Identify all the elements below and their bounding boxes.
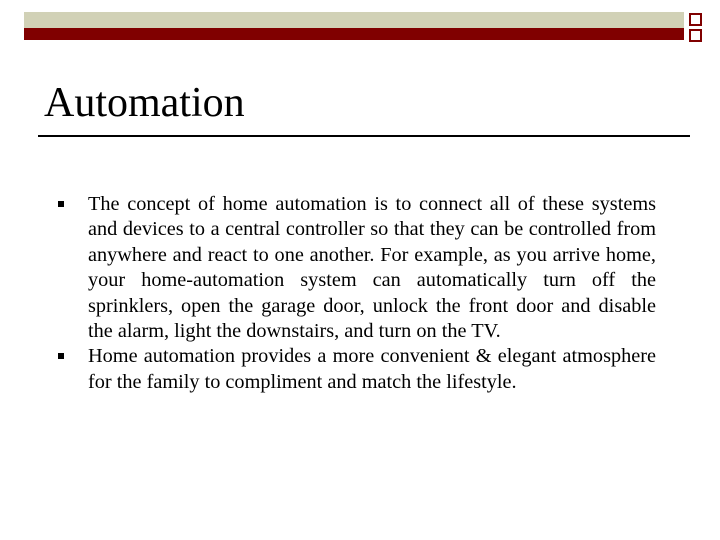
square-bullet-icon bbox=[58, 201, 64, 207]
square-outline-icon bbox=[689, 13, 702, 26]
bullet-item bbox=[56, 344, 656, 395]
header-accent-bar bbox=[24, 28, 684, 40]
bullet-text: Home automation provides a more convenient & elegant atmosphere for the family to compliment and match the lifestyle. bbox=[88, 345, 656, 393]
square-outline-icon bbox=[689, 29, 702, 42]
header-band bbox=[24, 12, 684, 28]
bullet-list bbox=[56, 192, 656, 395]
bullet-item bbox=[56, 192, 656, 344]
slide-title: Automation bbox=[44, 80, 245, 126]
title-underline bbox=[38, 135, 690, 137]
square-bullet-icon bbox=[58, 353, 64, 359]
bullet-text: The concept of home automation is to connect all of these systems and devices to a central controller so that they can be controlled from anywhere and react to one another. For example, as you arrive home, your home-automation system can automatically turn off the sprinklers, open the garage door, unlock the front door and disable the alarm, light the downstairs, and turn on the TV. bbox=[88, 193, 656, 343]
